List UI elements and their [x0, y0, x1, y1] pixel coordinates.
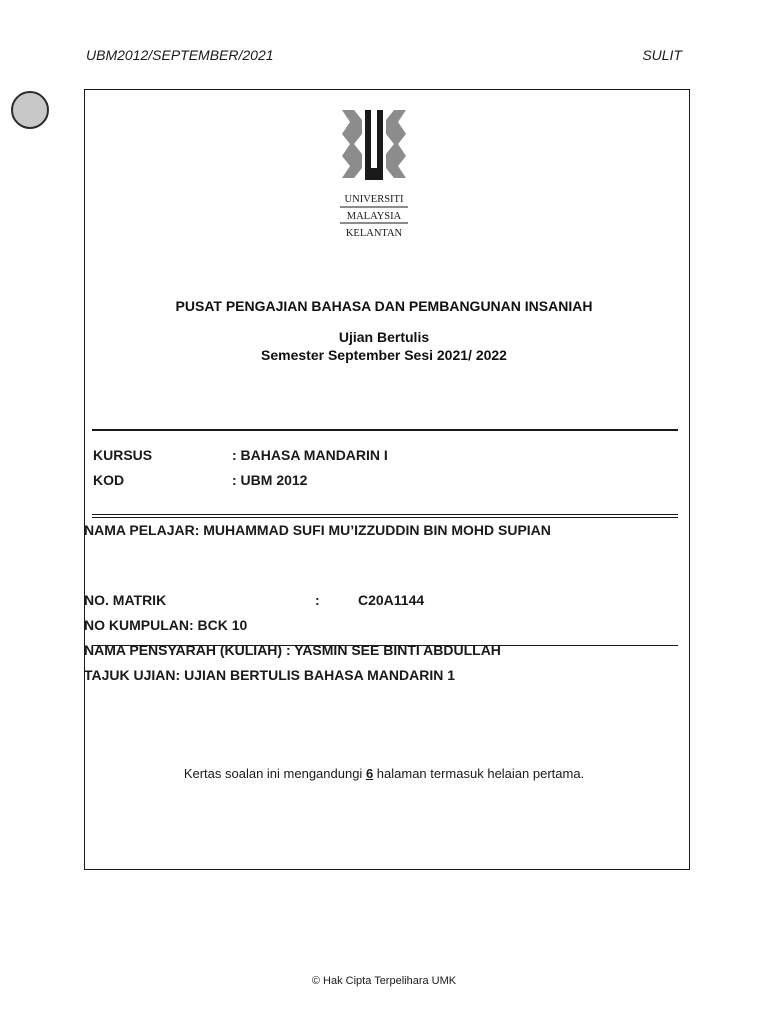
- kursus-label: KURSUS: [93, 447, 153, 463]
- matrik-value: C20A1144: [358, 592, 425, 608]
- lecturer-name: NAMA PENSYARAH (KULIAH) : YASMIN SEE BINTI ABDULLAH: [84, 642, 501, 658]
- divider: [92, 429, 678, 431]
- logo-line-2: MALAYSIA: [346, 211, 402, 222]
- divider: [92, 514, 678, 515]
- divider: [92, 517, 678, 518]
- matrik-colon: :: [315, 592, 320, 608]
- header-code: UBM2012/SEPTEMBER/2021: [86, 47, 274, 63]
- kod-label: KOD: [93, 472, 125, 488]
- page-count-note: [84, 766, 684, 781]
- exam-type: Ujian Bertulis: [338, 329, 430, 345]
- umk-logo-icon: [338, 108, 410, 240]
- test-title: TAJUK UJIAN: UJIAN BERTULIS BAHASA MANDARIN 1: [84, 667, 456, 683]
- header-classification: SULIT: [642, 47, 682, 63]
- kursus-value: : BAHASA MANDARIN I: [232, 447, 388, 463]
- school-name: PUSAT PENGAJIAN BAHASA DAN PEMBANGUNAN INSANIAH: [175, 298, 593, 314]
- kod-value: : UBM 2012: [232, 472, 308, 488]
- matrik-label: NO. MATRIK: [84, 592, 167, 608]
- logo-line-3: KELANTAN: [345, 228, 403, 239]
- note-page-count: 6: [365, 766, 374, 781]
- punch-hole: [11, 91, 49, 129]
- exam-semester: Semester September Sesi 2021/ 2022: [261, 347, 507, 363]
- student-name: NAMA PELAJAR: MUHAMMAD SUFI MU’IZZUDDIN BIN MOHD SUPIAN: [84, 522, 551, 538]
- note-before: Kertas soalan ini mengandungi: [183, 766, 366, 781]
- copyright-footer: © Hak Cipta Terpelihara UMK: [311, 975, 457, 987]
- logo-line-1: UNIVERSITI: [344, 194, 404, 205]
- exam-heading: [84, 328, 684, 364]
- group-number: NO KUMPULAN: BCK 10: [84, 617, 248, 633]
- note-after: halaman termasuk helaian pertama.: [373, 766, 585, 781]
